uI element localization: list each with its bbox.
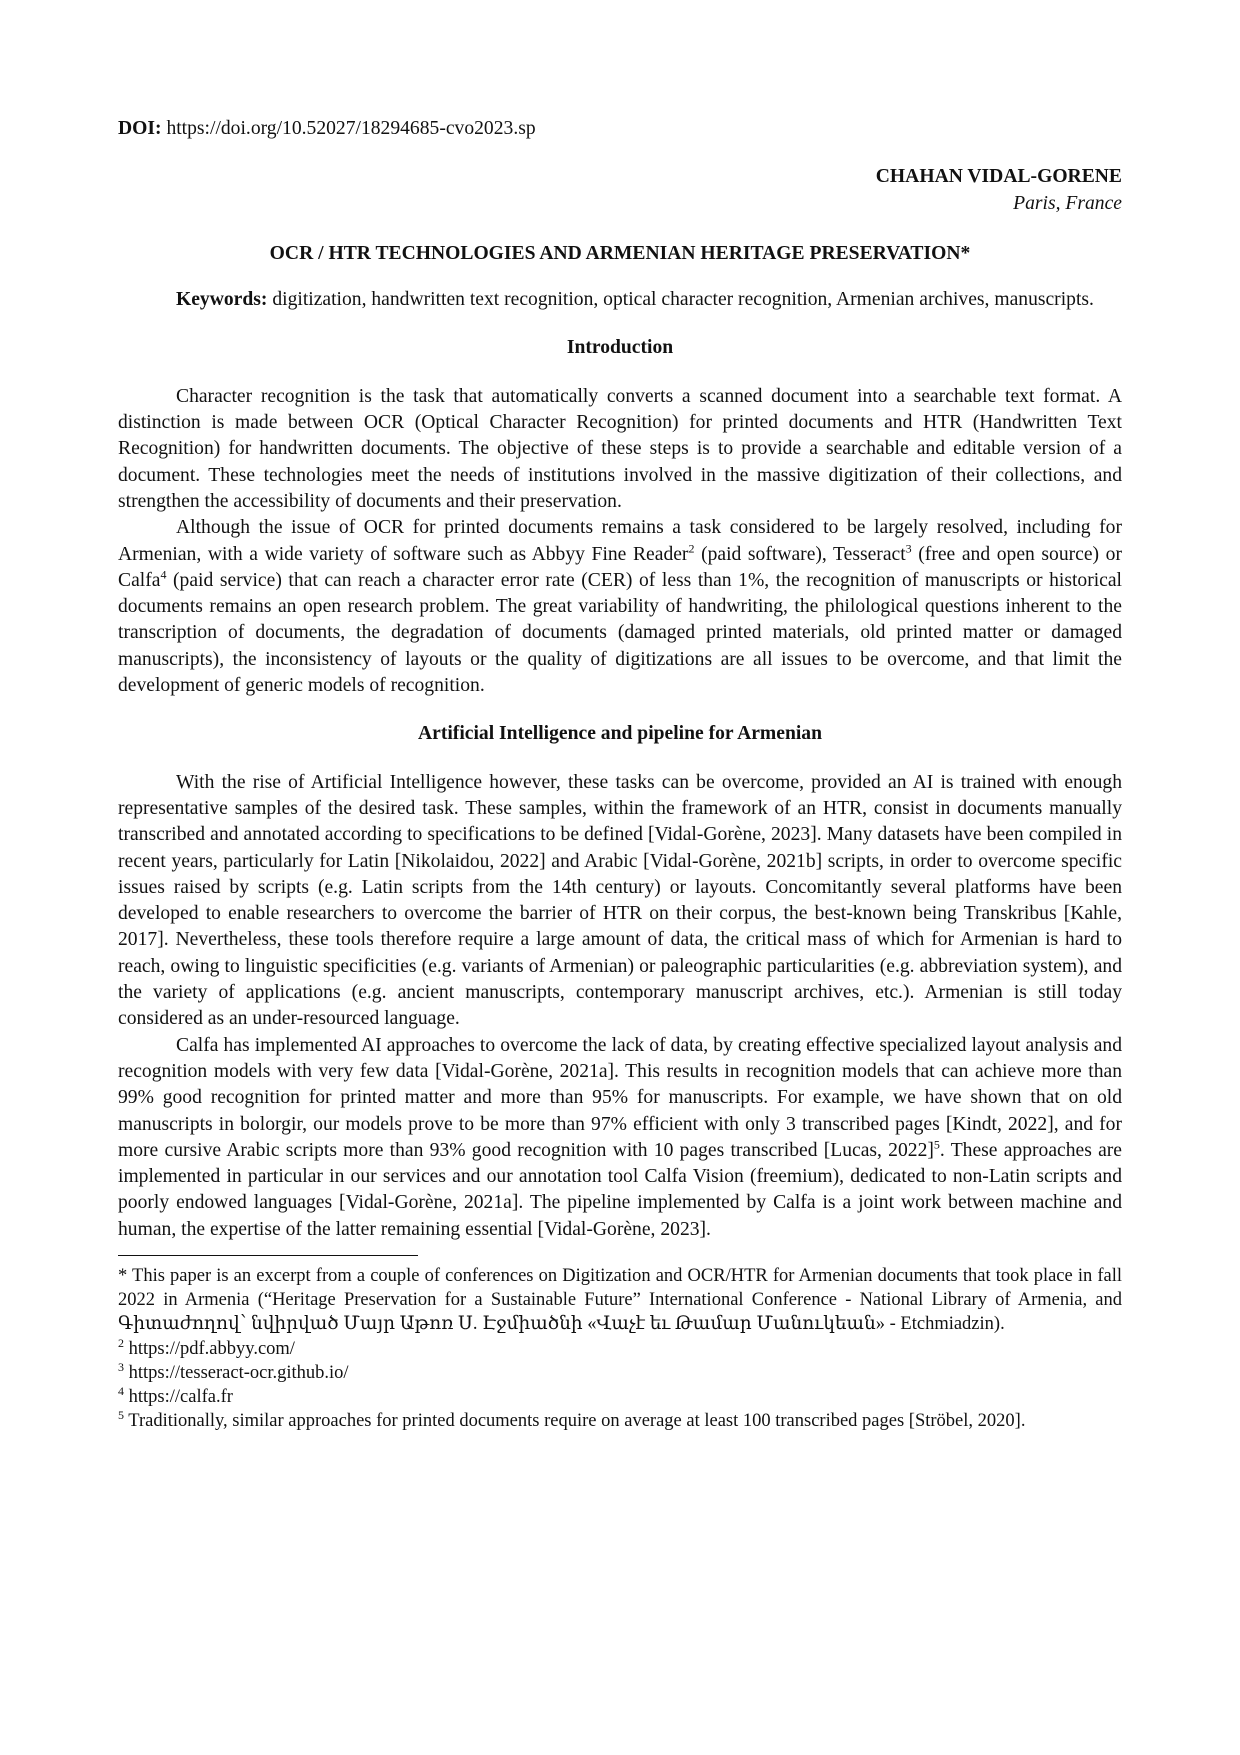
footnote-link[interactable]: https://calfa.fr [124, 1387, 233, 1407]
footnotes [118, 1264, 1122, 1433]
footnote-ref-5[interactable]: 5 [933, 1137, 940, 1152]
author-affiliation: Paris, France [1013, 192, 1122, 214]
footnote-ref-2[interactable]: 2 [688, 541, 695, 556]
footnote-text: Traditionally, similar approaches for printed documents require on average at least 100 transcribed pages [Ströbel, 2020]. [124, 1411, 1026, 1432]
text-run: (free and open source) or Calfa [118, 543, 1123, 591]
footnote-link[interactable]: https://pdf.abbyy.com/ [124, 1338, 295, 1359]
author-block [118, 164, 1122, 217]
author-name: CHAHAN VIDAL-GORENE [875, 166, 1122, 188]
text-run: (paid software), Tesseract [694, 543, 906, 565]
paragraph [118, 1033, 1122, 1243]
paragraph [118, 515, 1122, 699]
section-heading-ai: Artificial Intelligence and pipeline for Armenian [417, 723, 822, 745]
footnote-2 [118, 1337, 1122, 1361]
section-heading-introduction: Introduction [566, 337, 674, 359]
footnote-mark: 5 [118, 1408, 124, 1423]
doi-link[interactable]: https://doi.org/10.52027/18294685-cvo2023.sp [161, 118, 536, 139]
paper-title: OCR / HTR TECHNOLOGIES AND ARMENIAN HERITAGE PRESERVATION* [269, 242, 971, 264]
text-run: Calfa has implemented AI approaches to overcome the lack of data, by creating effective specialized layout analysis and recognition models with very few data [Vidal-Gorène, 2021a]. This results in recognition models that can achieve more than 99% good recognition for printed matter and more than 95% for manuscripts. For example, we have shown that on old manuscripts in bolorgir, our models prove to be more than 97% efficient with only 3 transcribed pages [Kindt, 2022], and for more cursive Arabic scripts more than 93% good recognition with 10 pages transcribed [Lucas, 2022] [118, 1034, 1122, 1161]
footnote-mark: 3 [118, 1359, 124, 1374]
footnote-mark: 4 [118, 1383, 124, 1398]
doi-label: DOI: [118, 118, 162, 139]
keywords [118, 287, 1122, 313]
footnote-3 [118, 1361, 1122, 1385]
text-run: Although the issue of OCR for printed documents remains a task considered to be largely resolved, including for Armenian, with a wide variety of software such as Abbyy Fine Reader [118, 517, 1122, 565]
footnote-link[interactable]: https://tesseract-ocr.github.io/ [124, 1362, 349, 1383]
footnote-mark: 2 [118, 1335, 124, 1350]
footnote-4 [118, 1385, 1122, 1409]
text-run: . These approaches are implemented in particular in our services and our annotation tool Calfa Vision (freemium), dedicated to non-Latin scripts and poorly endowed languages [Vidal-Gorène, 2021a]. The pipeline implemented by Calfa is a joint work between machine and human, the expertise of the latter remaining essential [Vidal-Gorène, 2023]. [118, 1139, 1122, 1240]
paragraph: With the rise of Artificial Intelligence however, these tasks can be overcome, provided an AI is trained with enough representative samples of the desired task. These samples, within the framework of an HTR, consist in documents manually transcribed and annotated according to specifications to be defined [Vidal-Gorène, 2023]. Many datasets have been compiled in recent years, particularly for Latin [Nikolaidou, 2022] and Arabic [Vidal-Gorène, 2021b] scripts, in order to overcome specific issues raised by scripts (e.g. Latin scripts from the 14th century) or layouts. Concomitantly several platforms have been developed to enable researchers to overcome the barrier of HTR on their corpus, the best-known being Transkribus [Kahle, 2017]. Nevertheless, these tools therefore require a large amount of data, the critical mass of which for Armenian is hard to reach, owing to linguistic specificities (e.g. variants of Armenian) or paleographic particularities (e.g. abbreviation system), and the variety of applications (e.g. ancient manuscripts, contemporary manuscript archives, etc.). Armenian is still today considered as an under-resourced language. [118, 771, 1122, 1030]
footnote-star: * This paper is an excerpt from a couple of conferences on Digitization and OCR/HTR for Armenian documents that took place in fall 2022 in Armenia (“Heritage Preservation for a Sustainable Future” International Conference - National Library of Armenia, and Գիտաժողով՝ նվիրված Մայր Աթոռ Ս. Էջմիածնի «Վաչէ եւ Թամար Մանուկեան» - Etchmiadzin). [118, 1265, 1122, 1335]
paper-page [118, 116, 1122, 1433]
footnote-ref-3[interactable]: 3 [905, 541, 912, 556]
footnote-divider [118, 1255, 418, 1256]
keywords-label: Keywords: [176, 289, 268, 311]
text-run: (paid service) that can reach a character error rate (CER) of less than 1%, the recognition of manuscripts or historical documents remains an open research problem. The great variability of handwriting, the philological questions inherent to the transcription of documents, the degradation of documents (damaged printed materials, old printed matter or damaged manuscripts), the inconsistency of layouts or the quality of digitizations are all issues to be overcome, and that limit the development of generic models of recognition. [118, 569, 1122, 697]
footnote-5 [118, 1409, 1122, 1433]
doi-line [118, 116, 1122, 142]
paragraph: Character recognition is the task that automatically converts a scanned document into a searchable text format. A distinction is made between OCR (Optical Character Recognition) for printed documents and HTR (Handwritten Text Recognition) for handwritten documents. The objective of these steps is to provide a searchable and editable version of a document. These technologies meet the needs of institutions involved in the massive digitization of their collections, and strengthen the accessibility of documents and their preservation. [118, 385, 1122, 512]
footnote-ref-4[interactable]: 4 [160, 567, 167, 582]
keywords-text: digitization, handwritten text recognition, optical character recognition, Armenian archives, manuscripts. [267, 289, 1094, 311]
